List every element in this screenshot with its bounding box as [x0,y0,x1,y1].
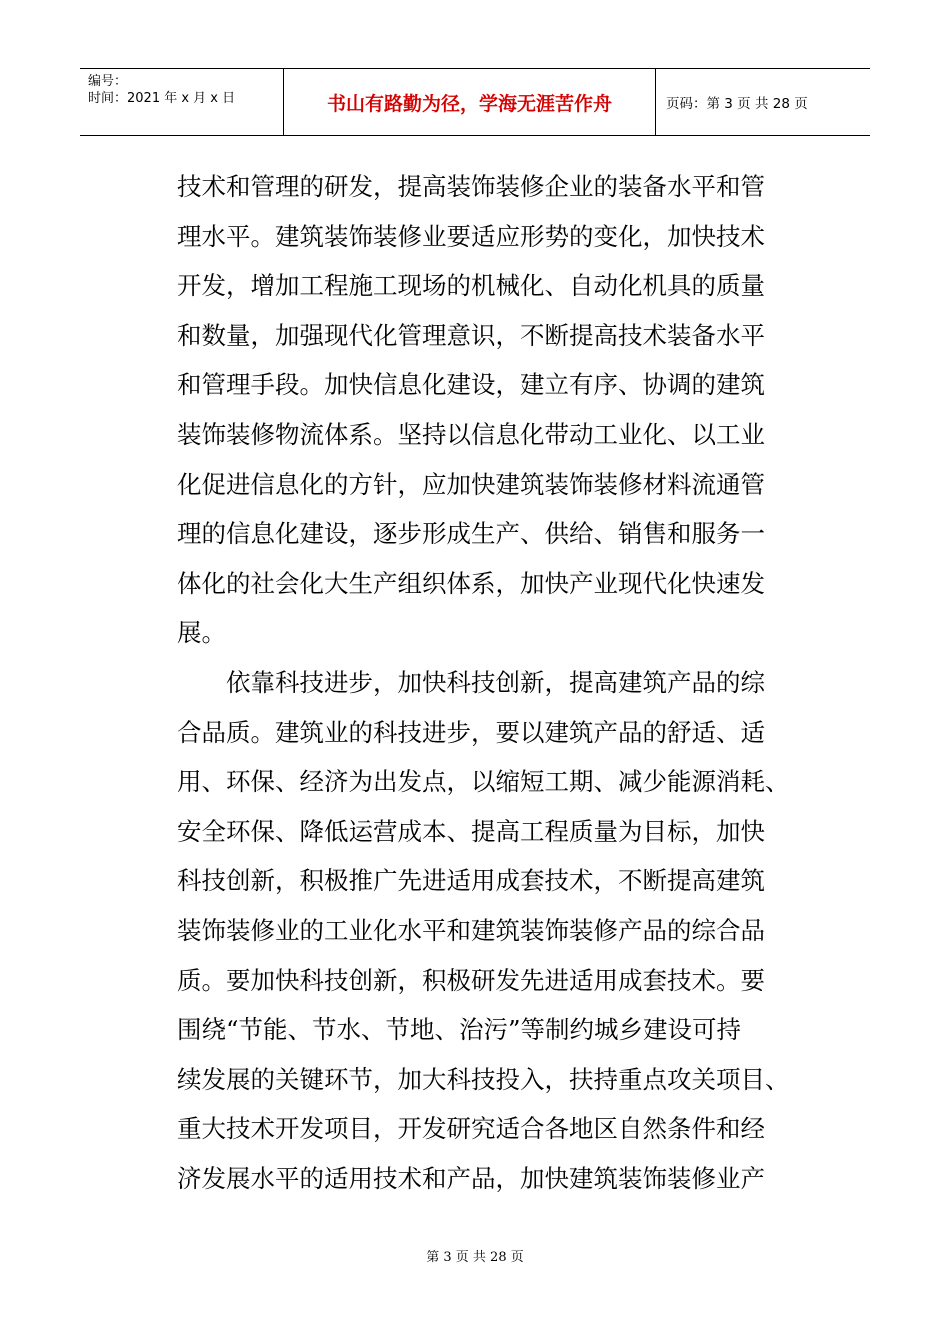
page-header [80,68,870,136]
text-line: 和数量，加强现代化管理意识，不断提高技术装备水平 [177,320,765,350]
text-line: 开发，增加工程施工现场的机械化、自动化机具的质量 [177,271,765,301]
text-line: 重大技术开发项目，开发研究适合各地区自然条件和经 [177,1114,765,1144]
text-line: 用、环保、经济为出发点，以缩短工期、减少能源消耗、 [177,767,790,797]
text-line: 续发展的关键环节，加大科技投入，扶持重点攻关项目、 [177,1064,790,1094]
text-line: 围绕“节能、节水、节地、治污”等制约城乡建设可持 [177,1015,742,1045]
document-number-label: 编号： [88,74,128,89]
text-line: 科技创新，积极推广先进适用成套技术，不断提高建筑 [177,866,765,896]
text-line: 合品质。建筑业的科技进步，要以建筑产品的舒适、适 [177,717,765,747]
text-line: 依靠科技进步，加快科技创新，提高建筑产品的综 [226,667,765,697]
page-footer: 第 3 页 共 28 页 [426,1250,524,1265]
text-line: 理的信息化建设，逐步形成生产、供给、销售和服务一 [177,519,765,549]
header-meta [80,69,283,135]
text-line: 装饰装修物流体系。坚持以信息化带动工业化、以工业 [177,419,765,449]
text-line: 体化的社会化大生产组织体系，加快产业现代化快速发 [177,568,765,598]
text-line: 理水平。建筑装饰装修业要适应形势的变化，加快技术 [177,221,765,251]
text-line: 化促进信息化的方针，应加快建筑装饰装修材料流通管 [177,469,765,499]
header-page-info: 页码：第 3 页 共 28 页 [666,96,808,112]
paragraph-1 [177,162,817,658]
text-line: 和管理手段。加快信息化建设，建立有序、协调的建筑 [177,370,765,400]
text-line: 安全环保、降低运营成本、提高工程质量为目标，加快 [177,816,765,846]
text-line: 济发展水平的适用技术和产品，加快建筑装饰装修业产 [177,1163,765,1193]
header-motto: 书山有路勤为径，学海无涯苦作舟 [283,69,656,135]
document-body [177,162,817,1203]
text-line: 展。 [177,618,226,648]
text-line: 技术和管理的研发，提高装饰装修企业的装备水平和管 [177,172,765,201]
document-date: 时间：2021 年 x 月 x 日 [88,91,236,106]
paragraph-2 [177,658,817,1204]
text-line: 装饰装修业的工业化水平和建筑装饰装修产品的综合品 [177,915,765,945]
text-line: 质。要加快科技创新，积极研发先进适用成套技术。要 [177,965,765,995]
